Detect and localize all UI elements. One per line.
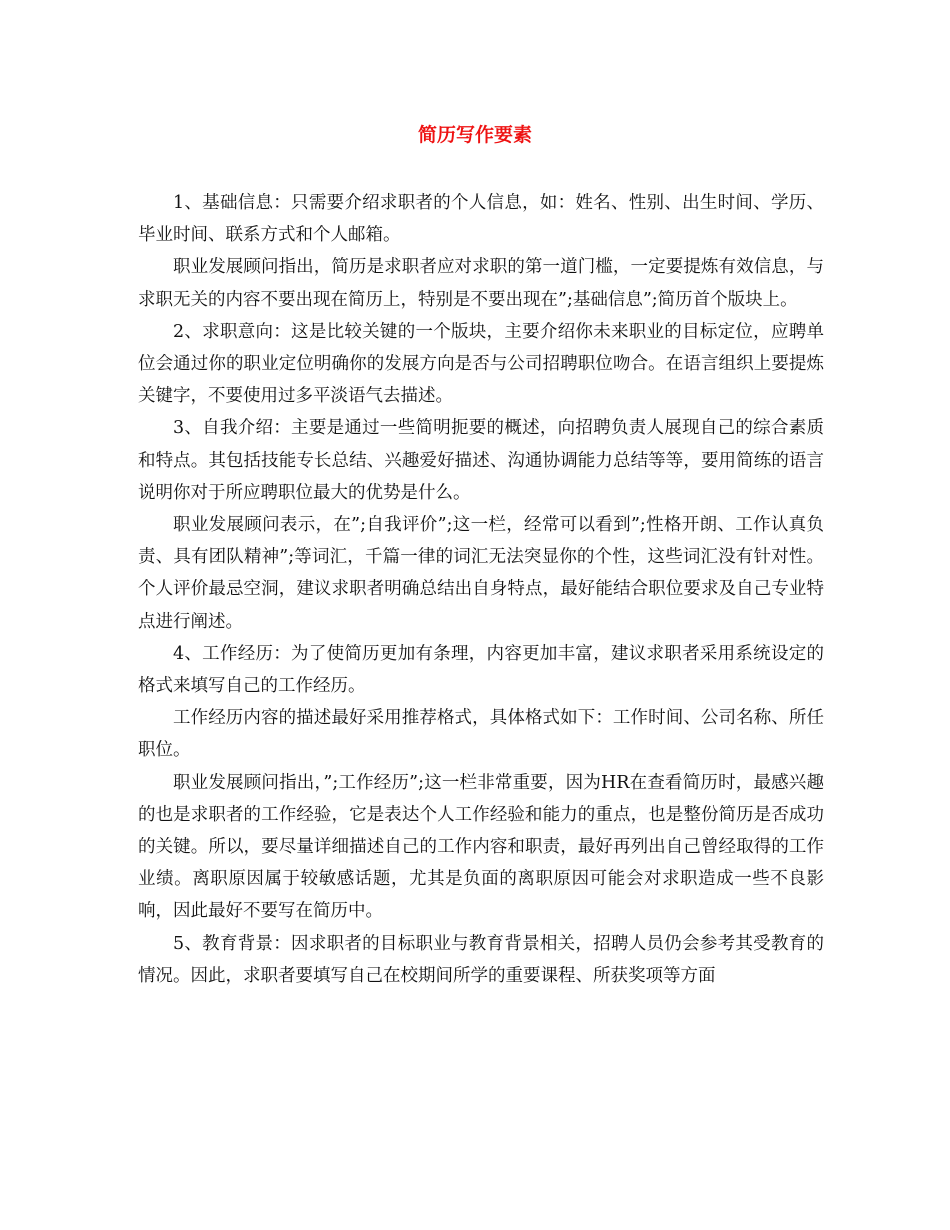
document-body <box>138 187 824 992</box>
paragraph-work-experience: 4、工作经历：为了使简历更加有条理，内容更加丰富，建议求职者采用系统设定的格式来填写自己的工作经历。 <box>138 643 824 697</box>
paragraph-work-format: 工作经历内容的描述最好采用推荐格式，具体格式如下：工作时间、公司名称、所任职位。 <box>138 708 824 761</box>
paragraph-advisor-work-experience: 职业发展顾问指出，”;工作经历”;这一栏非常重要，因为HR在查看简历时，最感兴趣的也是求职者的工作经验，它是表达个人工作经验和能力的重点，也是整份简历是否成功的关键。所以，要尽量详细描述自己的工作内容和职责，最好再列出自己曾经取得的工作业绩。离职原因属于较敏感话题，尤其是负面的离职原因可能会对求职造成一些不良影响，因此最好不要写在简历中。 <box>138 772 824 922</box>
paragraph-advisor-self-evaluation: 职业发展顾问表示，在”;自我评价”;这一栏，经常可以看到”;性格开朗、工作认真负责、具有团队精神”;等词汇，千篇一律的词汇无法突显你的个性，这些词汇没有针对性。个人评价最忌空洞，建议求职者明确总结出自身特点，最好能结合职位要求及自己专业特点进行阐述。 <box>138 515 824 632</box>
document-title: 简历写作要素 <box>417 124 532 146</box>
paragraph-advisor-basic-info: 职业发展顾问指出，简历是求职者应对求职的第一道门槛，一定要提炼有效信息，与求职无关的内容不要出现在简历上，特别是不要出现在”;基础信息”;简历首个版块上。 <box>138 257 824 310</box>
paragraph-job-intention: 2、求职意向：这是比较关键的一个版块，主要介绍你未来职业的目标定位，应聘单位会通过你的职业定位明确你的发展方向是否与公司招聘职位吻合。在语言组织上要提炼关键字，不要使用过多平淡语气去描述。 <box>138 321 824 407</box>
paragraph-self-introduction: 3、自我介绍：主要是通过一些简明扼要的概述，向招聘负责人展现自己的综合素质和特点。其包括技能专长总结、兴趣爱好描述、沟通协调能力总结等等，要用简练的语言说明你对于所应聘职位最大的优势是什么。 <box>138 418 824 503</box>
paragraph-basic-info: 1、基础信息：只需要介绍求职者的个人信息，如：姓名、性别、出生时间、学历、毕业时间、联系方式和个人邮箱。 <box>138 193 824 246</box>
paragraph-education: 5、教育背景：因求职者的目标职业与教育背景相关，招聘人员仍会参考其受教育的情况。因此，求职者要填写自己在校期间所学的重要课程、所获奖项等方面 <box>138 933 824 986</box>
